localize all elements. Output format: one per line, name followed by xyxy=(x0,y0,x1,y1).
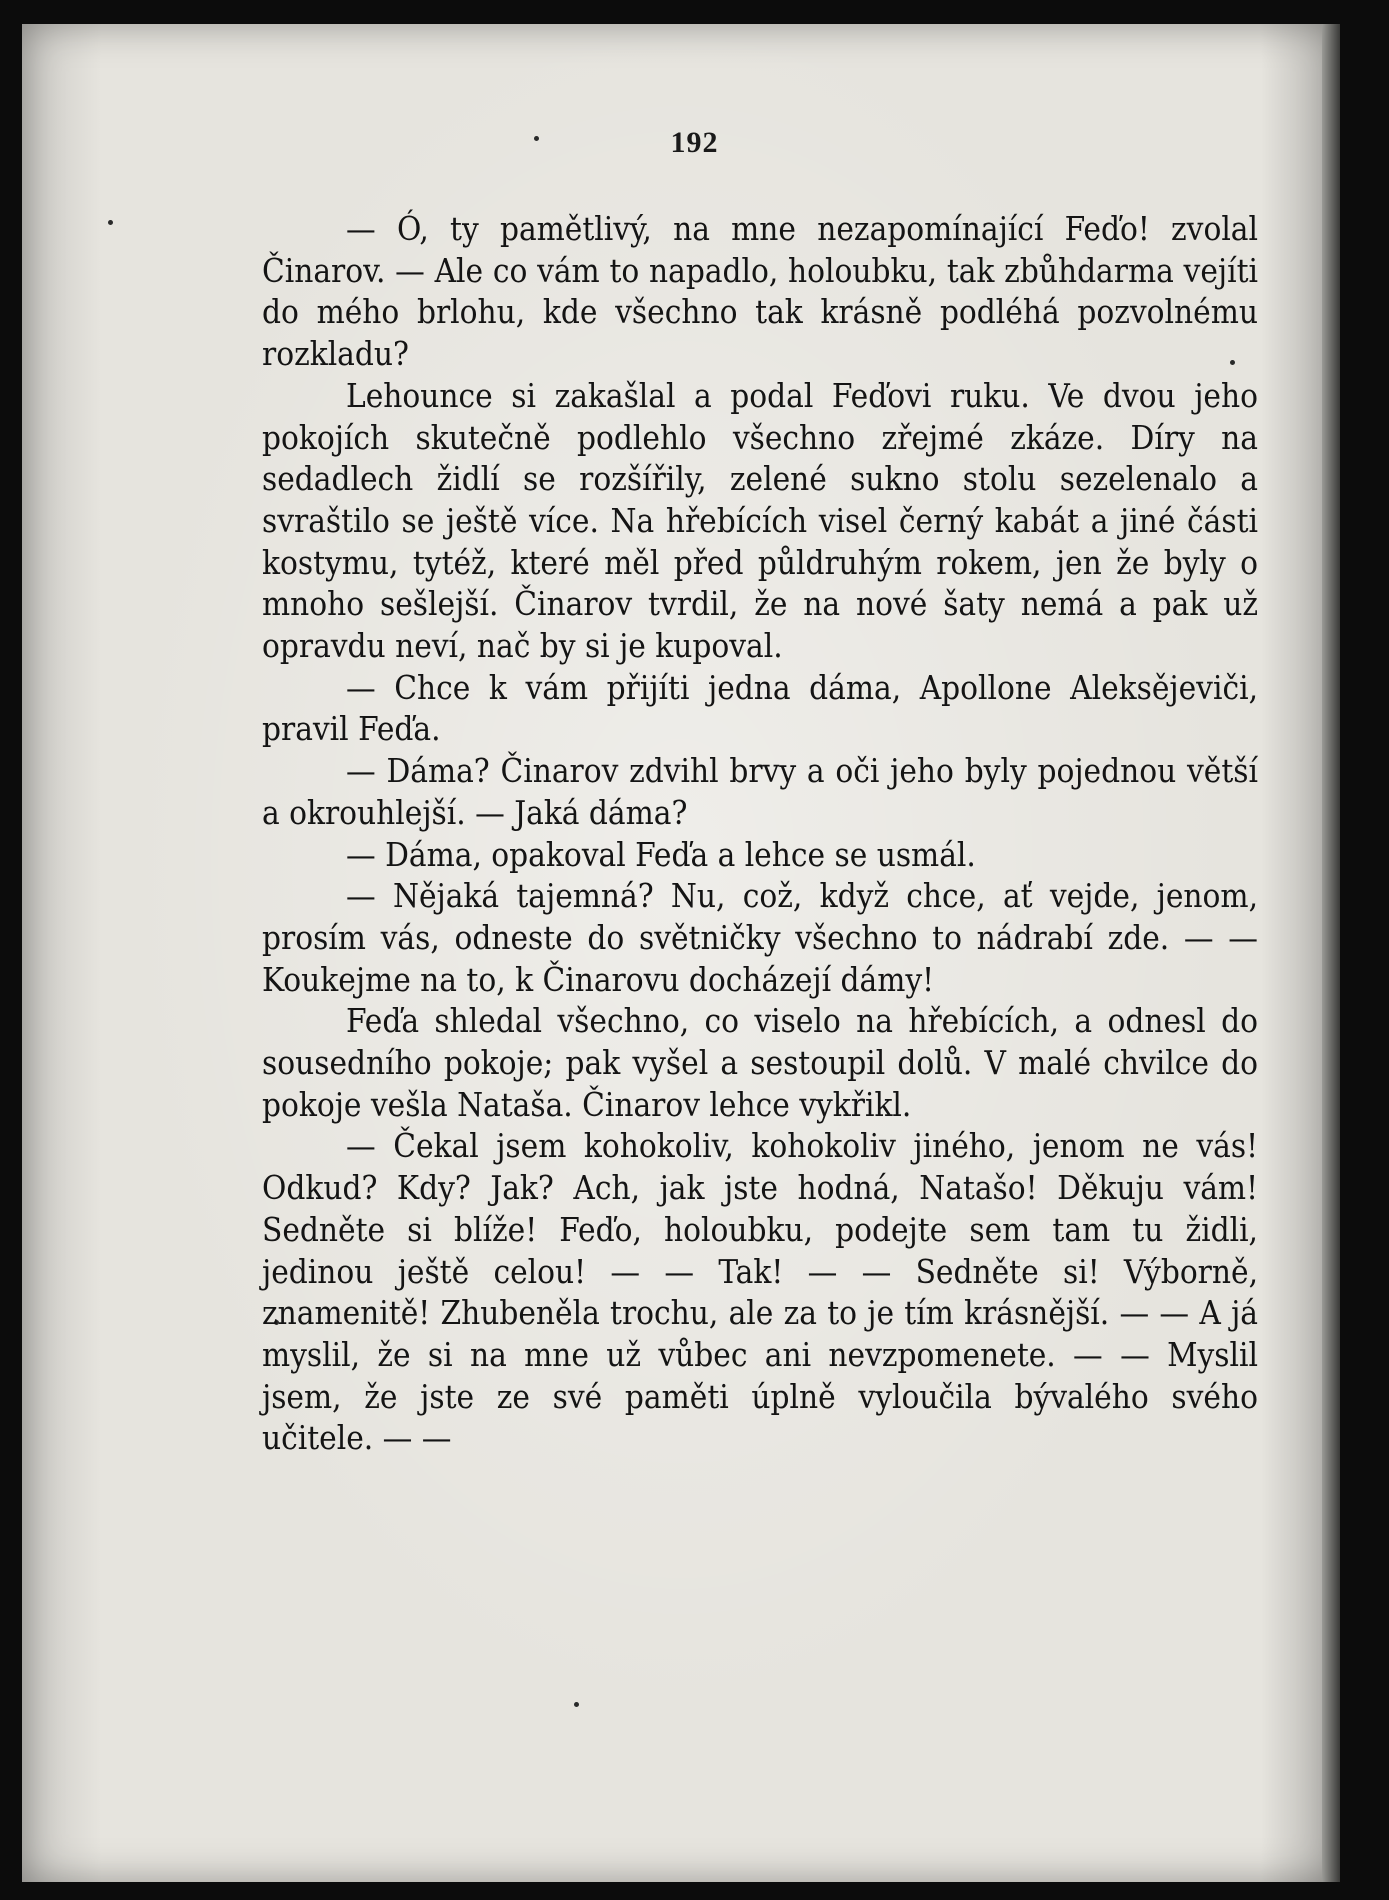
paragraph: — Dáma? Činarov zdvihl brvy a oči jeho byly pojednou větší a okrouhlejší. — Jaká dáma? xyxy=(262,751,1258,832)
body-text xyxy=(262,208,1258,1459)
paragraph: Feďa shledal všechno, co viselo na hřebících, a odnesl do sousedního pokoje; pak vyšel a sestoupil dolů. V malé chvilce do pokoje vešla Nataša. Činarov lehce vykřikl. xyxy=(262,1001,1258,1124)
paragraph: — Čekal jsem kohokoliv, kohokoliv jiného, jenom ne vás! Odkud? Kdy? Jak? Ach, jak jste hodná, Natašo! Děkuju vám! Sedněte si blíže! Feďo, holoubku, podejte sem tam tu židli, jedinou ještě celou! — — Tak! — — Sedněte si! Výborně, znamenitě! Zhubeněla trochu, ale za to je tím krásnější. — — A já myslil, že si na mne už vůbec ani nevzpomenete. — — Myslil jsem, že jste ze své paměti úplně vyloučila bývalého svého učitele. — — xyxy=(262,1126,1258,1458)
print-speck xyxy=(108,220,113,225)
paragraph: — Ó, ty pamětlivý, na mne nezapomínající Feďo! zvolal Činarov. — Ale co vám to napadlo, holoubku, tak zbůhdarma vejíti do mého brlohu, kde všechno tak krásně podléhá pozvolnému rozkladu? xyxy=(262,209,1258,374)
page-spine-edge xyxy=(1322,24,1340,1882)
paragraph: Lehounce si zakašlal a podal Feďovi ruku. Ve dvou jeho pokojích skutečně podlehlo všechno zřejmé zkáze. Díry na sedadlech židlí se rozšířily, zelené sukno stolu sezelenalo a svraštilo se ještě více. Na hřebících visel černý kabát a jiné části kostymu, tytéž, které měl před půldruhým rokem, jen že byly o mnoho sešlejší. Činarov tvrdil, že na nové šaty nemá a pak už opravdu neví, nač by si je kupoval. xyxy=(262,375,1258,666)
print-speck xyxy=(574,1702,579,1707)
paragraph: — Nějaká tajemná? Nu, což, když chce, ať vejde, jenom, prosím vás, odneste do světničky všechno to nádrabí zde. — — Koukejme na to, k Činarovu docházejí dámy! xyxy=(262,876,1258,999)
paragraph: — Dáma, opakoval Feďa a lehce se usmál. xyxy=(346,834,976,874)
page-number: 192 xyxy=(670,126,719,159)
paragraph: — Chce k vám přijíti jedna dáma, Apollone Aleksějeviči, pravil Feďa. xyxy=(262,667,1258,749)
